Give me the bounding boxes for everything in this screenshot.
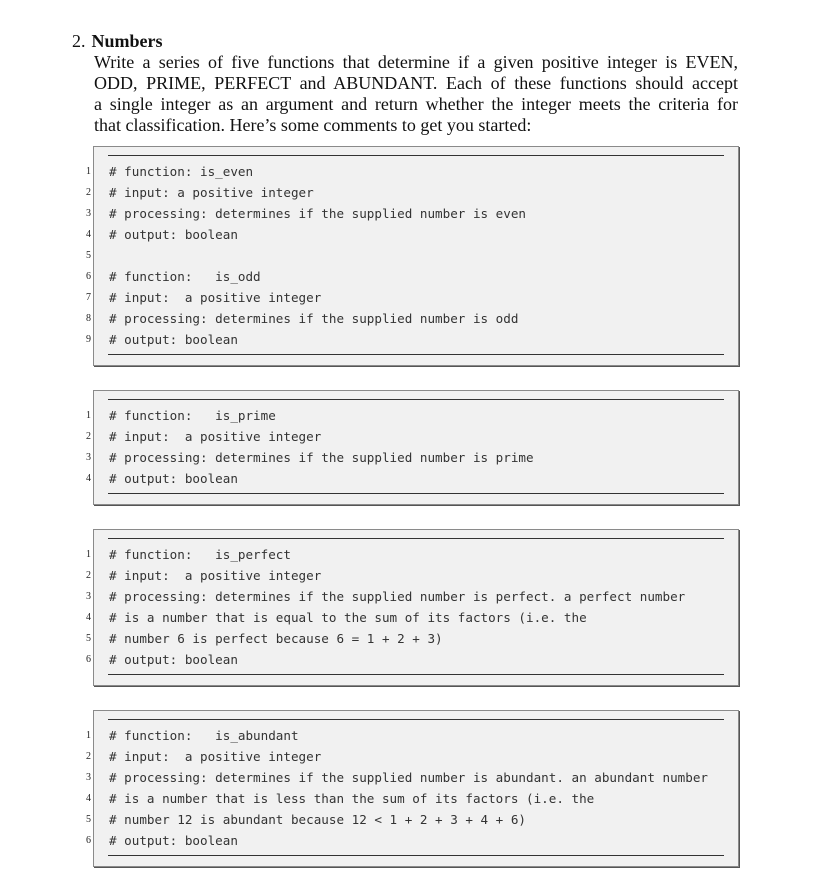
code-text: # function: is_perfect: [109, 547, 291, 562]
code-block-prime: [86, 390, 739, 505]
code-text: # output: boolean: [109, 227, 238, 242]
code-line: [86, 607, 738, 628]
line-number: 5: [86, 633, 91, 644]
top-rule: [108, 155, 724, 156]
code-block-perfect: [86, 529, 739, 686]
code-line: [86, 565, 738, 586]
code-line: [86, 746, 738, 767]
code-line: [86, 544, 738, 565]
code-text: # function: is_even: [109, 164, 254, 179]
line-number: 2: [86, 751, 91, 762]
intro-line: that classification. Here’s some comments to get you started:: [94, 115, 532, 135]
line-number: 3: [86, 452, 91, 463]
code-text: # input: a positive integer: [109, 429, 322, 444]
code-line: [86, 809, 738, 830]
code-block-abundant: [86, 710, 739, 867]
line-number: 5: [86, 814, 91, 825]
intro-paragraph: [94, 52, 738, 136]
section-number: 2.: [72, 31, 86, 51]
intro-line: a single integer as an argument and return whether the integer meets the criteria for: [94, 94, 738, 114]
code-text: # is a number that is equal to the sum of its factors (i.e. the: [109, 610, 587, 625]
code-line: [86, 468, 738, 489]
intro-line: Write a series of five functions that determine if a given positive integer is EVEN,: [94, 52, 738, 72]
code-line: [86, 586, 738, 607]
line-number: 1: [86, 730, 91, 741]
code-text: # input: a positive integer: [109, 290, 322, 305]
code-line: [86, 161, 738, 182]
line-number: 4: [86, 612, 91, 623]
line-number: 8: [86, 313, 91, 324]
code-line: [86, 405, 738, 426]
bottom-rule: [108, 354, 724, 355]
section-title: Numbers: [91, 31, 163, 51]
code-text: # number 6 is perfect because 6 = 1 + 2 + 3): [109, 631, 443, 646]
bottom-rule: [108, 493, 724, 494]
code-text: # output: boolean: [109, 652, 238, 667]
code-line: [86, 329, 738, 350]
code-text: # function: is_odd: [109, 269, 261, 284]
section-heading: [72, 31, 163, 51]
code-line: [86, 767, 738, 788]
code-line: [86, 725, 738, 746]
code-text: # processing: determines if the supplied number is prime: [109, 450, 534, 465]
top-rule: [108, 538, 724, 539]
line-number: 4: [86, 793, 91, 804]
line-number: 2: [86, 570, 91, 581]
code-text: # output: boolean: [109, 332, 238, 347]
line-number: 3: [86, 591, 91, 602]
line-number: 2: [86, 431, 91, 442]
code-line: [86, 308, 738, 329]
code-text: # processing: determines if the supplied number is odd: [109, 311, 519, 326]
line-number: 6: [86, 654, 91, 665]
line-number: 4: [86, 229, 91, 240]
code-text: # input: a positive integer: [109, 185, 314, 200]
code-text: # output: boolean: [109, 471, 238, 486]
code-text: # processing: determines if the supplied number is perfect. a perfect number: [109, 589, 686, 604]
code-text: # input: a positive integer: [109, 568, 322, 583]
code-text: # is a number that is less than the sum of its factors (i.e. the: [109, 791, 595, 806]
line-number: 1: [86, 166, 91, 177]
top-rule: [108, 399, 724, 400]
code-line: [86, 447, 738, 468]
code-text: # output: boolean: [109, 833, 238, 848]
line-number: 9: [86, 334, 91, 345]
line-number: 4: [86, 473, 91, 484]
code-text: # processing: determines if the supplied number is even: [109, 206, 527, 221]
code-line: [86, 287, 738, 308]
line-number: 1: [86, 549, 91, 560]
code-text: # processing: determines if the supplied number is abundant. an abundant number: [109, 770, 708, 785]
line-number: 1: [86, 410, 91, 421]
line-number: 6: [86, 835, 91, 846]
code-line: [86, 628, 738, 649]
code-line: [86, 224, 738, 245]
line-number: 6: [86, 271, 91, 282]
code-line: [86, 830, 738, 851]
code-line: [86, 245, 738, 266]
line-number: 3: [86, 772, 91, 783]
code-block-even-odd: [86, 146, 739, 366]
line-number: 7: [86, 292, 91, 303]
code-text: # function: is_prime: [109, 408, 276, 423]
top-rule: [108, 719, 724, 720]
code-line: [86, 203, 738, 224]
code-text: # function: is_abundant: [109, 728, 299, 743]
intro-line: ODD, PRIME, PERFECT and ABUNDANT. Each of these functions should accept: [94, 73, 738, 93]
code-line: [86, 426, 738, 447]
line-number: 3: [86, 208, 91, 219]
code-text: # number 12 is abundant because 12 < 1 + 2 + 3 + 4 + 6): [109, 812, 527, 827]
line-number: 5: [86, 250, 91, 261]
code-line: [86, 649, 738, 670]
code-line: [86, 266, 738, 287]
code-line: [86, 182, 738, 203]
bottom-rule: [108, 855, 724, 856]
code-text: # input: a positive integer: [109, 749, 322, 764]
bottom-rule: [108, 674, 724, 675]
code-line: [86, 788, 738, 809]
line-number: 2: [86, 187, 91, 198]
